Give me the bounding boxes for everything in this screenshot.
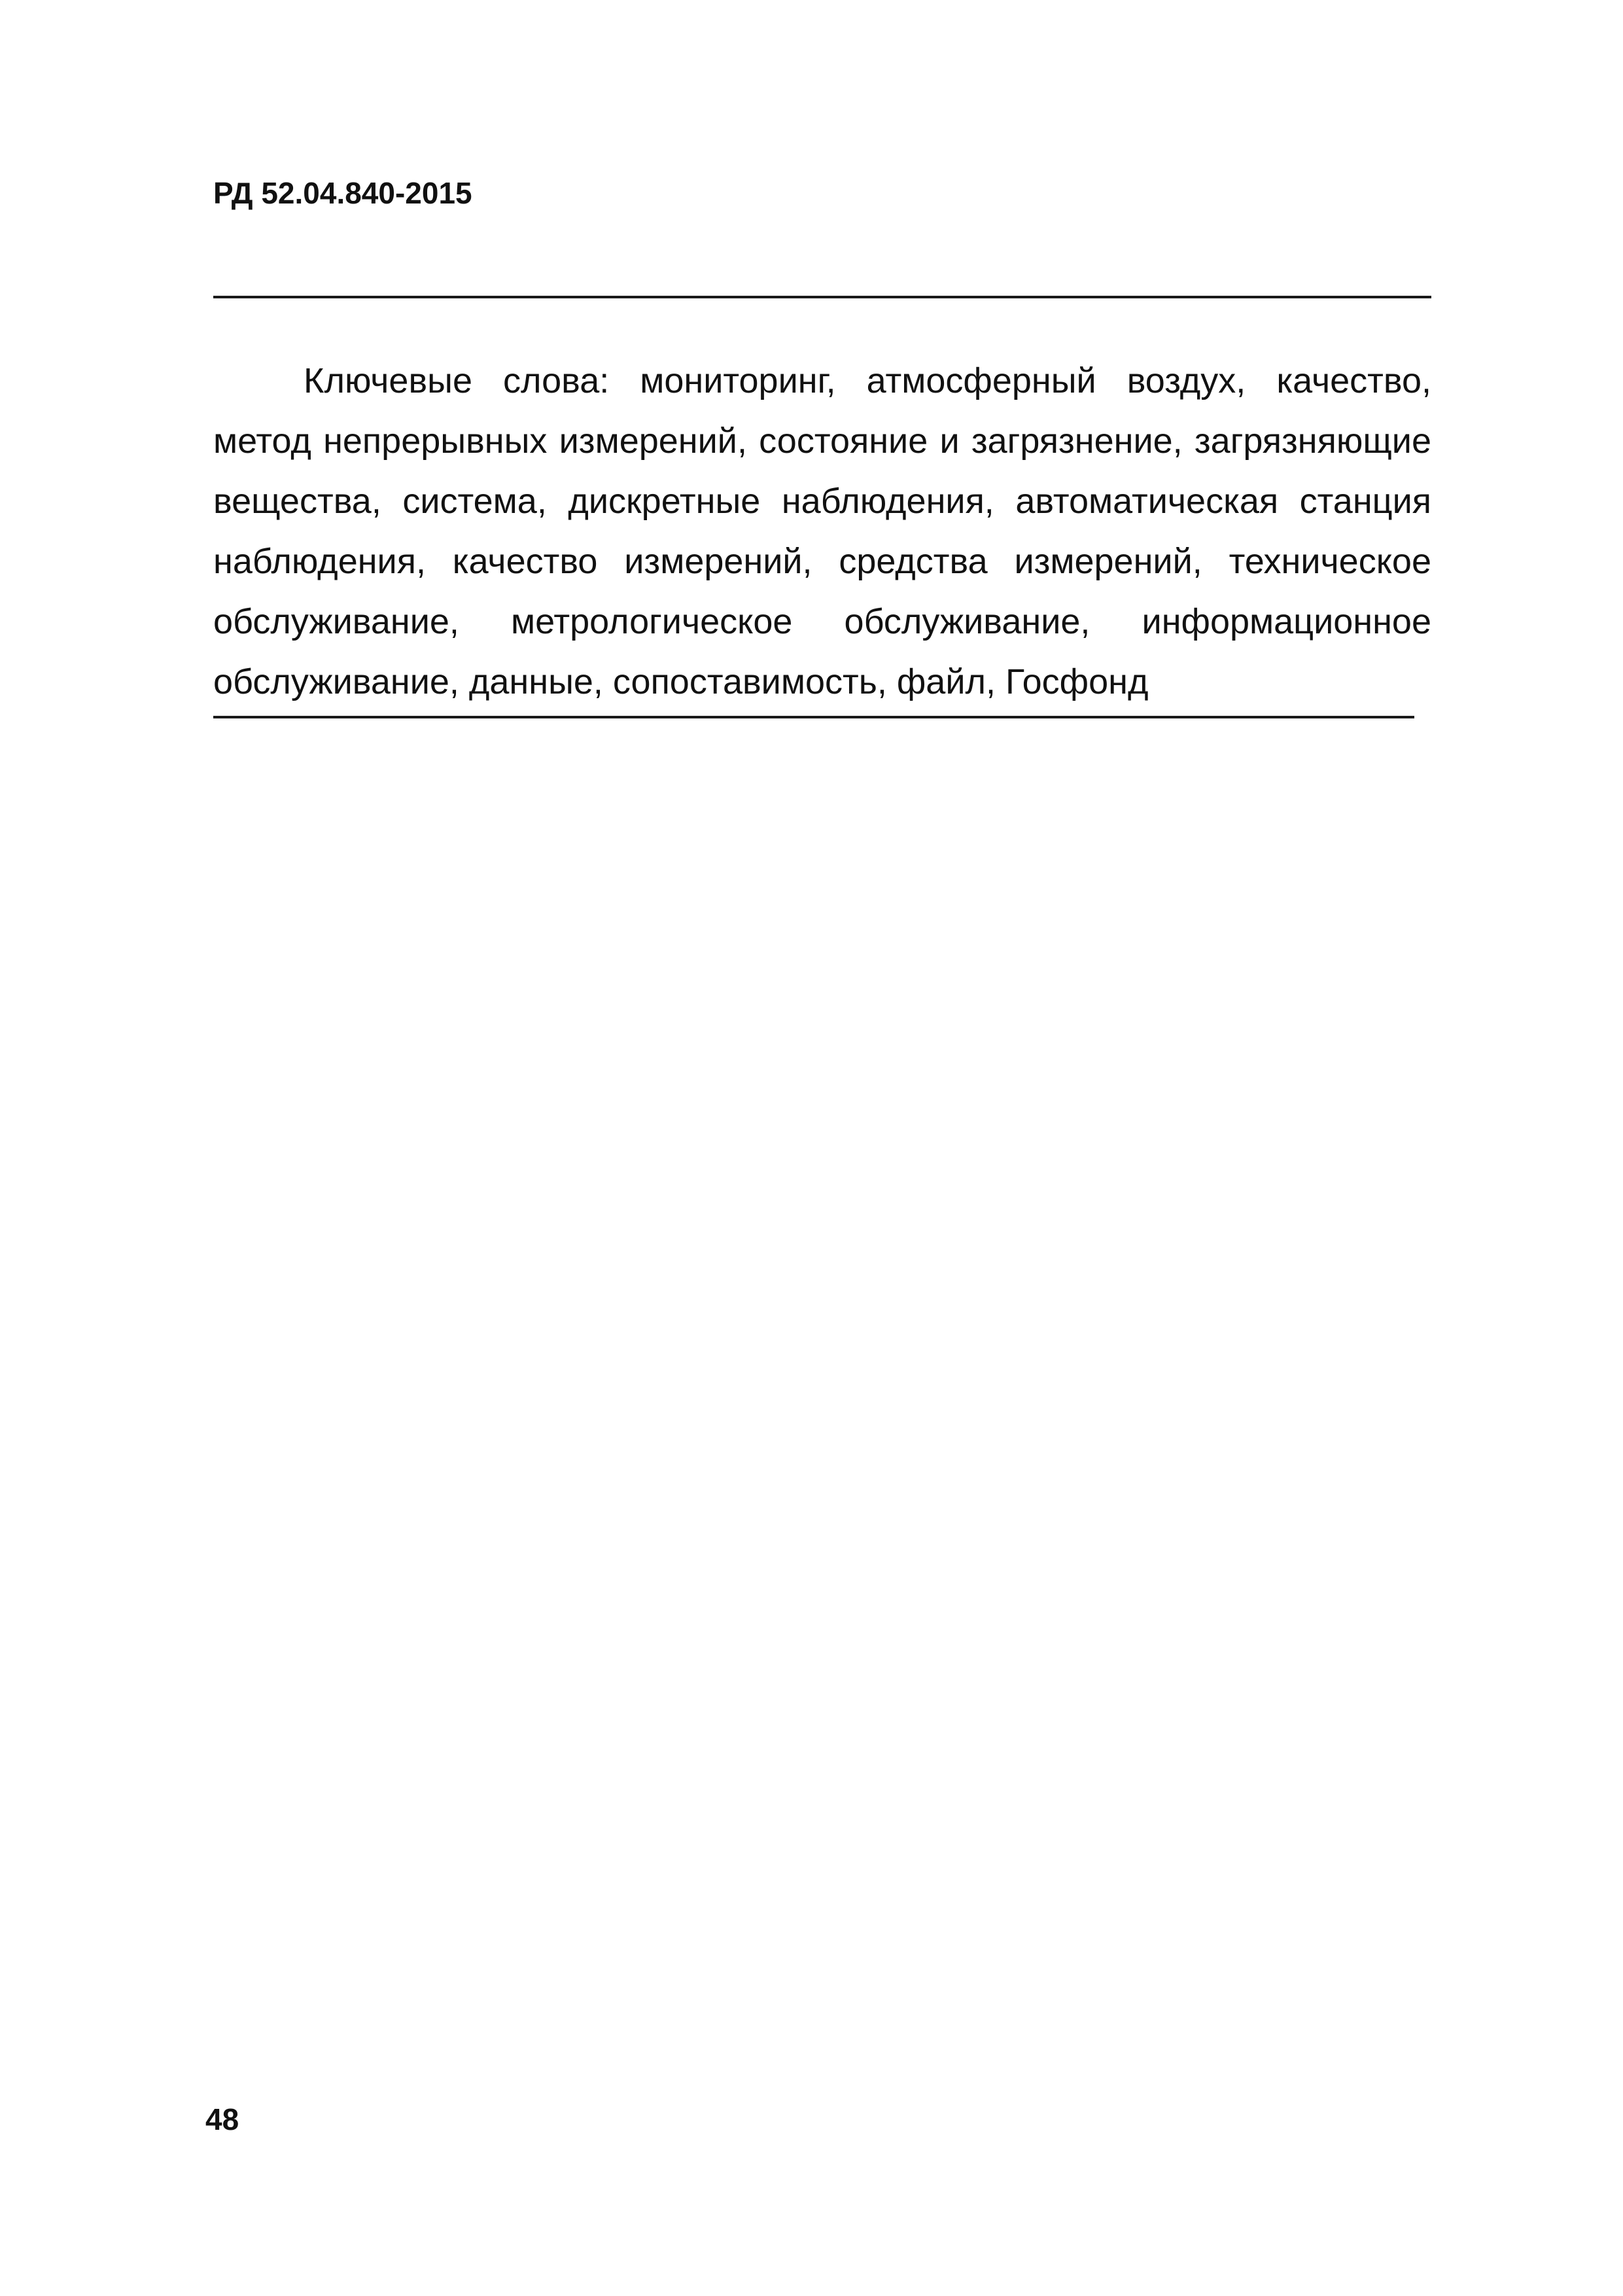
- top-divider: [213, 296, 1431, 298]
- page-number: 48: [205, 2102, 239, 2136]
- bottom-divider: [213, 716, 1414, 718]
- document-code: РД 52.04.840-2015: [213, 176, 472, 210]
- keywords-paragraph: Ключевые слова: мониторинг, атмосферный воздух, качество, метод непрерывных измерений, состояние и загрязнение, загрязняющие вещества, система, дискретные наблюдения, автоматическая станция наблюдения, качество измерений, средства измерений, техническое обслуживание, метрологическое обслуживание, информационное обслуживание, данные, сопоставимость, файл, Госфонд: [213, 361, 1431, 701]
